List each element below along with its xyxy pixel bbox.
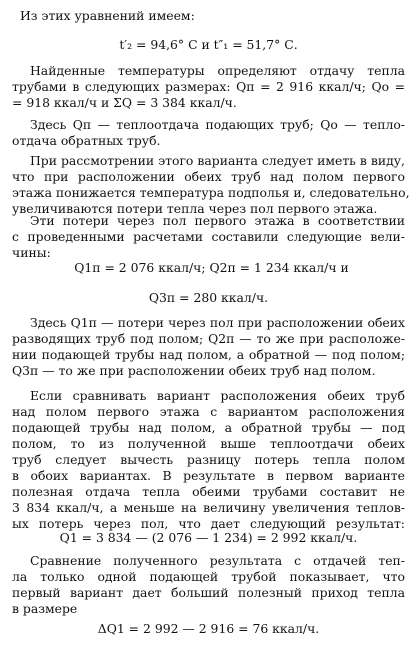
text-line: труб следует вычесть разницу потерь тепла полом [12,452,405,467]
text-line: При рассмотрении этого варианта следует иметь в виду, [30,153,405,168]
text-line: трубами в следующих размерах: Qп = 2 916 ккал/ч; Qо = [12,79,405,94]
text-line: над полом первого этажа с вариантом расположения [12,404,405,419]
text-line: Эти потери через пол первого этажа в соответствии [30,213,405,228]
text-line: Если сравнивать вариант расположения обеих труб [30,388,405,403]
text-line: первый вариант дает больший полезный приход тепла [12,585,405,600]
text-line: нии подающей трубы над полом, а обратной — под полом; [12,347,405,362]
text-line: Найденные температуры определяют отдачу тепла [30,63,405,78]
text-line: что при расположении обеих труб над полом первого [12,169,405,184]
text-line: Сравнение полученного результата с отдачей теп- [30,553,405,568]
text-line: увеличиваются потери тепла через пол первого этажа. [12,201,378,216]
text-line: Q3п — то же при расположении обеих труб над полом. [12,363,376,378]
text-line: в размере [12,601,78,616]
text-line: разводящих труб под полом; Q2п — то же при расположе- [12,331,405,346]
text-line: Q3п = 280 ккал/ч. [148,290,269,305]
text-line: ΔQ1 = 2 992 — 2 916 = 76 ккал/ч. [97,621,320,636]
text-line: Из этих уравнений имеем: [20,8,195,23]
text-line: подающей трубы над полом, а обратной трубы — под [12,420,405,435]
text-line: чины: [12,245,51,260]
text-line: полом, то из полученной выше теплоотдачи обеих [12,436,405,451]
text-line: Здесь Qп — теплоотдача подающих труб; Qо — тепло- [30,117,405,132]
text-line: с проведенными расчетами составили следующие вели- [12,229,405,244]
text-line: = 918 ккал/ч и ΣQ = 3 384 ккал/ч. [12,95,237,110]
text-line: отдача обратных труб. [12,133,161,148]
text-line: 3 834 ккал/ч, а меньше на величину увеличения теплов- [12,500,405,515]
text-line: в обоих вариантах. В результате в первом варианте [12,468,405,483]
text-line: Q1п = 2 076 ккал/ч; Q2п = 1 234 ккал/ч и [74,260,349,275]
text-line: ых потерь через пол, что дает следующий результат: [12,516,405,531]
text-line: ла только одной подающей трубой показывает, что [12,569,405,584]
text-line: полезная отдача тепла обеими трубами составит не [12,484,405,499]
text-line: t′₂ = 94,6° С и t″₁ = 51,7° С. [119,37,298,52]
text-line: Q1 = 3 834 — (2 076 — 1 234) = 2 992 ккал/ч. [59,530,358,545]
text-line: Здесь Q1п — потери через пол при расположении обеих [30,315,405,330]
text-line: этажа понижается температура подполья и, следовательно, [12,185,410,200]
